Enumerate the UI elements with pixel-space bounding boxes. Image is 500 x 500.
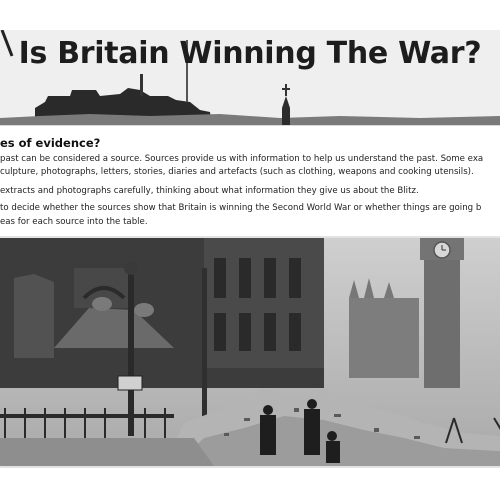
blitz-ruins-photo: [0, 238, 500, 466]
evidence-line-4: to decide whether the sources show that Britain is winning the Second World War or whether things are going b: [0, 203, 482, 213]
evidence-line-1: past can be considered a source. Sources provide us with information to help us understand the past. Some exa: [0, 154, 484, 164]
evidence-line-5: eas for each source into the table.: [0, 217, 148, 227]
evidence-line-3: extracts and photographs carefully, thinking about what information they give us about the Blitz.: [0, 186, 419, 196]
evidence-text-card: [0, 126, 500, 242]
page-title: Is Britain Winning The War?: [18, 36, 482, 71]
evidence-heading: es of evidence?: [0, 136, 101, 150]
evidence-line-2: culpture, photographs, letters, stories, diaries and artefacts (such as clothing, weapons and cooking utensils).: [0, 167, 474, 177]
